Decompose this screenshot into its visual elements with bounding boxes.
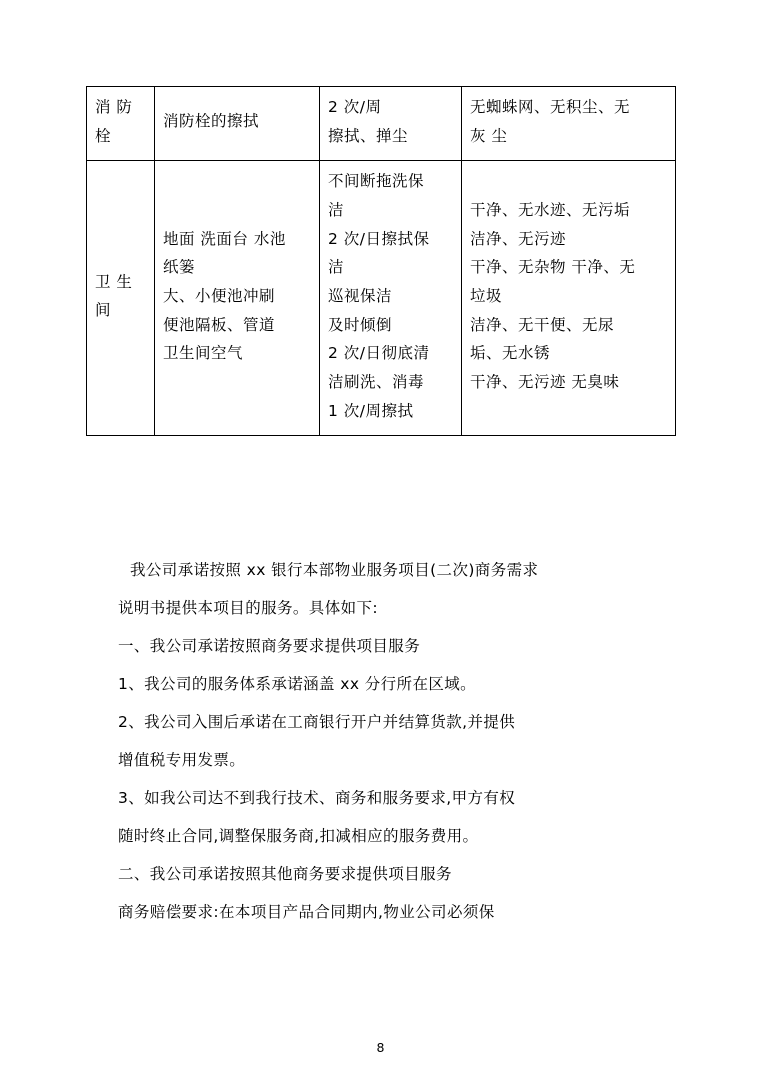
cell-line: 栓 (95, 126, 112, 145)
paragraph-compensation: 商务赔偿要求:在本项目产品合同期内,物业公司必须保 (118, 902, 495, 921)
cell-line: 垢、无水锈 (470, 344, 551, 363)
cell-line: 洁净、无干便、无尿 (470, 315, 615, 334)
service-standards-table (86, 86, 676, 436)
paragraph-commitment-intro-line1: 我公司承诺按照 xx 银行本部物业服务项目(二次)商务需求 (130, 561, 539, 579)
paragraph-commitment-intro-line2: 说明书提供本项目的服务。具体如下: (118, 598, 379, 617)
cell-line: 垃圾 (470, 287, 503, 306)
cell-line: 消防栓的擦拭 (163, 112, 260, 131)
cell-line: 2 次/日擦拭保 (328, 229, 430, 248)
cell-item (155, 87, 320, 161)
cell-line: 干净、无杂物 干净、无 (470, 258, 636, 277)
cell-line: 洁 (328, 201, 345, 220)
cell-line: 卫 生 (95, 272, 133, 291)
paragraph-item-3-line1: 3、如我公司达不到我行技术、商务和服务要求,甲方有权 (118, 788, 516, 807)
cell-line: 地面 洗面台 水池 (163, 229, 286, 248)
cell-line: 擦拭、掸尘 (328, 126, 409, 145)
cell-line: 卫生间空气 (163, 344, 244, 363)
cell-line: 灰 尘 (470, 126, 508, 145)
cell-line: 干净、无水迹、无污垢 (470, 201, 631, 220)
cell-standard (462, 87, 676, 161)
cell-line: 纸篓 (163, 258, 196, 277)
paragraph-section-one: 一、我公司承诺按照商务要求提供项目服务 (118, 636, 421, 655)
cell-line: 干净、无污迹 无臭味 (470, 373, 620, 392)
paragraph-item-1: 1、我公司的服务体系承诺涵盖 xx 分行所在区域。 (118, 674, 477, 693)
cell-line: 及时倾倒 (328, 315, 393, 334)
paragraph-item-3-line2: 随时终止合同,调整保服务商,扣减相应的服务费用。 (118, 826, 479, 845)
paragraph-item-2-line1: 2、我公司入围后承诺在工商银行开户并结算货款,并提供 (118, 712, 516, 731)
paragraph-section-two: 二、我公司承诺按照其他商务要求提供项目服务 (118, 864, 452, 883)
cell-line: 1 次/周擦拭 (328, 401, 414, 420)
page-number: 8 (376, 1040, 385, 1055)
table-body (87, 87, 676, 436)
cell-frequency (320, 161, 462, 436)
cell-line: 不间断拖洗保 (328, 172, 425, 191)
cell-line: 2 次/周 (328, 98, 382, 116)
cell-category (87, 161, 155, 436)
cell-line: 间 (95, 301, 112, 320)
table-row (87, 87, 676, 161)
cell-item (155, 161, 320, 436)
cell-category (87, 87, 155, 161)
cell-line: 巡视保洁 (328, 287, 393, 306)
paragraph-item-2-line2: 增值税专用发票。 (118, 750, 246, 769)
body-text (86, 552, 686, 932)
cell-standard (462, 161, 676, 436)
cell-line: 大、小便池冲刷 (163, 287, 276, 306)
cell-line: 消 防 (95, 98, 133, 116)
cell-line: 洁 (328, 258, 345, 277)
cell-line: 无蜘蛛网、无积尘、无 (470, 98, 631, 116)
cell-line: 便池隔板、管道 (163, 315, 276, 334)
cell-frequency (320, 87, 462, 161)
cell-line: 2 次/日彻底清 (328, 344, 430, 363)
cell-line: 洁净、无污迹 (470, 229, 567, 248)
cell-line: 洁刷洗、消毒 (328, 373, 425, 392)
table-row (87, 161, 676, 436)
